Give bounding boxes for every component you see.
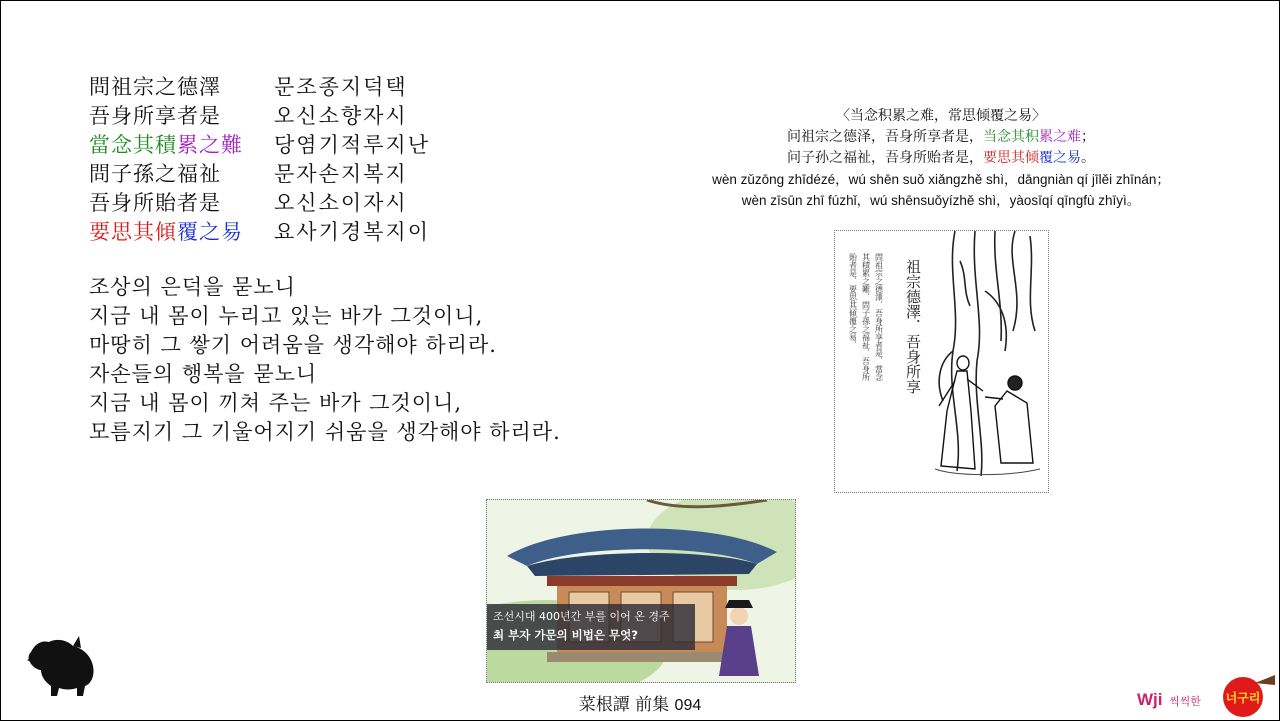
hanja-segment: 覆之易 — [177, 220, 243, 244]
verse-hanja — [89, 102, 274, 131]
verse-hangul: 문조종지덕택 — [274, 75, 408, 99]
hanja-segment: 當念其積 — [89, 133, 177, 157]
video-caption-line-2: 최 부자 가문의 비법은 무엇? — [493, 628, 638, 642]
hanja-segment: 累之難 — [177, 133, 243, 157]
chinese-title: 〈当念积累之难，常思倾覆之易〉 — [836, 108, 1046, 124]
verse-hanja — [89, 131, 274, 160]
pinyin-line-1: wèn zǔzōng zhīdézé，wú shēn suǒ xiǎngzhě shì，dāngniàn qí jīlěi zhīnán； — [712, 172, 1170, 187]
brand-logo — [1135, 671, 1277, 719]
chinese-segment: 覆之易 — [1039, 150, 1081, 166]
chinese-segment: 问子孙之福祉，吾身所贻者是， — [787, 150, 983, 166]
chinese-text-block — [621, 105, 1261, 211]
painting-side-text-line: 問祖宗之德澤．吾身所享者是．當念 — [874, 253, 884, 381]
translation-line: 조상의 은덕을 묻노니 — [89, 275, 296, 299]
translation-line: 지금 내 몸이 끼쳐 주는 바가 그것이니, — [89, 391, 463, 415]
painting-side-text-line: 其積累之難．問子孫之福祉．吾身所 — [861, 253, 871, 381]
verse-hangul: 오신소이자시 — [274, 191, 408, 215]
hanja-segment: 問祖宗之德澤 — [89, 75, 221, 99]
chinese-segment: 累之难 — [1039, 129, 1081, 145]
painting-side-text — [848, 252, 884, 382]
verse-hanja — [89, 160, 274, 189]
hanja-segment: 吾身所貽者是 — [89, 191, 221, 215]
video-caption-line-1: 조선시대 400년간 부를 이어 온 경주 — [493, 610, 670, 623]
hanok-illustration — [487, 500, 795, 682]
logo-text: 씩씩한 — [1169, 696, 1201, 708]
verse-line — [89, 102, 561, 131]
chinese-segment: 问祖宗之德泽，吾身所享者是， — [787, 129, 983, 145]
hanja-segment: 問子孫之福祉 — [89, 162, 221, 186]
verse-line — [89, 218, 561, 247]
hanja-segment: 要思其傾 — [89, 220, 177, 244]
verse-lines — [89, 73, 561, 247]
verse-hangul: 오신소향자시 — [274, 104, 408, 128]
verse-block — [89, 73, 561, 447]
verse-line — [89, 189, 561, 218]
painting-calligraphy — [904, 259, 922, 394]
verse-hangul: 당염기적루지난 — [274, 133, 431, 157]
source-number: 094 — [674, 697, 702, 714]
chinese-line-1 — [621, 127, 1261, 148]
chinese-segment: 。 — [1081, 150, 1095, 166]
ground-line — [935, 469, 1040, 475]
chinese-segment: 当念其积 — [983, 129, 1039, 145]
translation-line: 모름지기 그 기울어지기 쉬움을 생각해야 하리라. — [89, 420, 561, 444]
boar-icon — [27, 630, 97, 698]
verse-hangul: 요사기경복지이 — [274, 220, 431, 244]
translation-line: 자손들의 행복을 묻노니 — [89, 362, 318, 386]
verse-line — [89, 73, 561, 102]
korean-translation — [89, 273, 561, 447]
pinyin-line-2: wèn zīsūn zhī fúzhǐ，wú shēnsuǒyízhě shì，yàosīqí qīngfù zhīyì。 — [741, 193, 1141, 208]
ink-painting-image — [834, 230, 1049, 493]
painting-side-text-line: 貽者是．要思其傾覆之易． — [848, 253, 858, 349]
video-caption — [487, 604, 695, 650]
source-title: 菜根譚 前集 — [578, 695, 670, 715]
verse-hanja — [89, 73, 274, 102]
verse-line — [89, 131, 561, 160]
translation-line: 지금 내 몸이 누리고 있는 바가 그것이니, — [89, 304, 484, 328]
verse-hanja — [89, 189, 274, 218]
figure-child — [985, 376, 1033, 463]
video-thumbnail[interactable] — [486, 499, 796, 683]
painting-calligraphy-title: 祖宗德澤．吾身所享 — [904, 259, 922, 394]
chinese-line-2 — [621, 148, 1261, 169]
logo-badge: 너구리 — [1225, 691, 1261, 705]
chinese-segment: 要思其倾 — [983, 150, 1039, 166]
tree-trunk — [939, 231, 1035, 476]
translation-line: 마땅히 그 쌓기 어려움을 생각해야 하리라. — [89, 333, 497, 357]
chinese-segment: ； — [1081, 129, 1095, 145]
logo-brand: Wji — [1137, 690, 1163, 709]
verse-hangul: 문자손지복지 — [274, 162, 408, 186]
hanja-segment: 吾身所享者是 — [89, 104, 221, 128]
source-label — [486, 694, 794, 717]
verse-line — [89, 160, 561, 189]
ink-painting-drawing — [835, 231, 1048, 492]
verse-hanja — [89, 218, 274, 247]
